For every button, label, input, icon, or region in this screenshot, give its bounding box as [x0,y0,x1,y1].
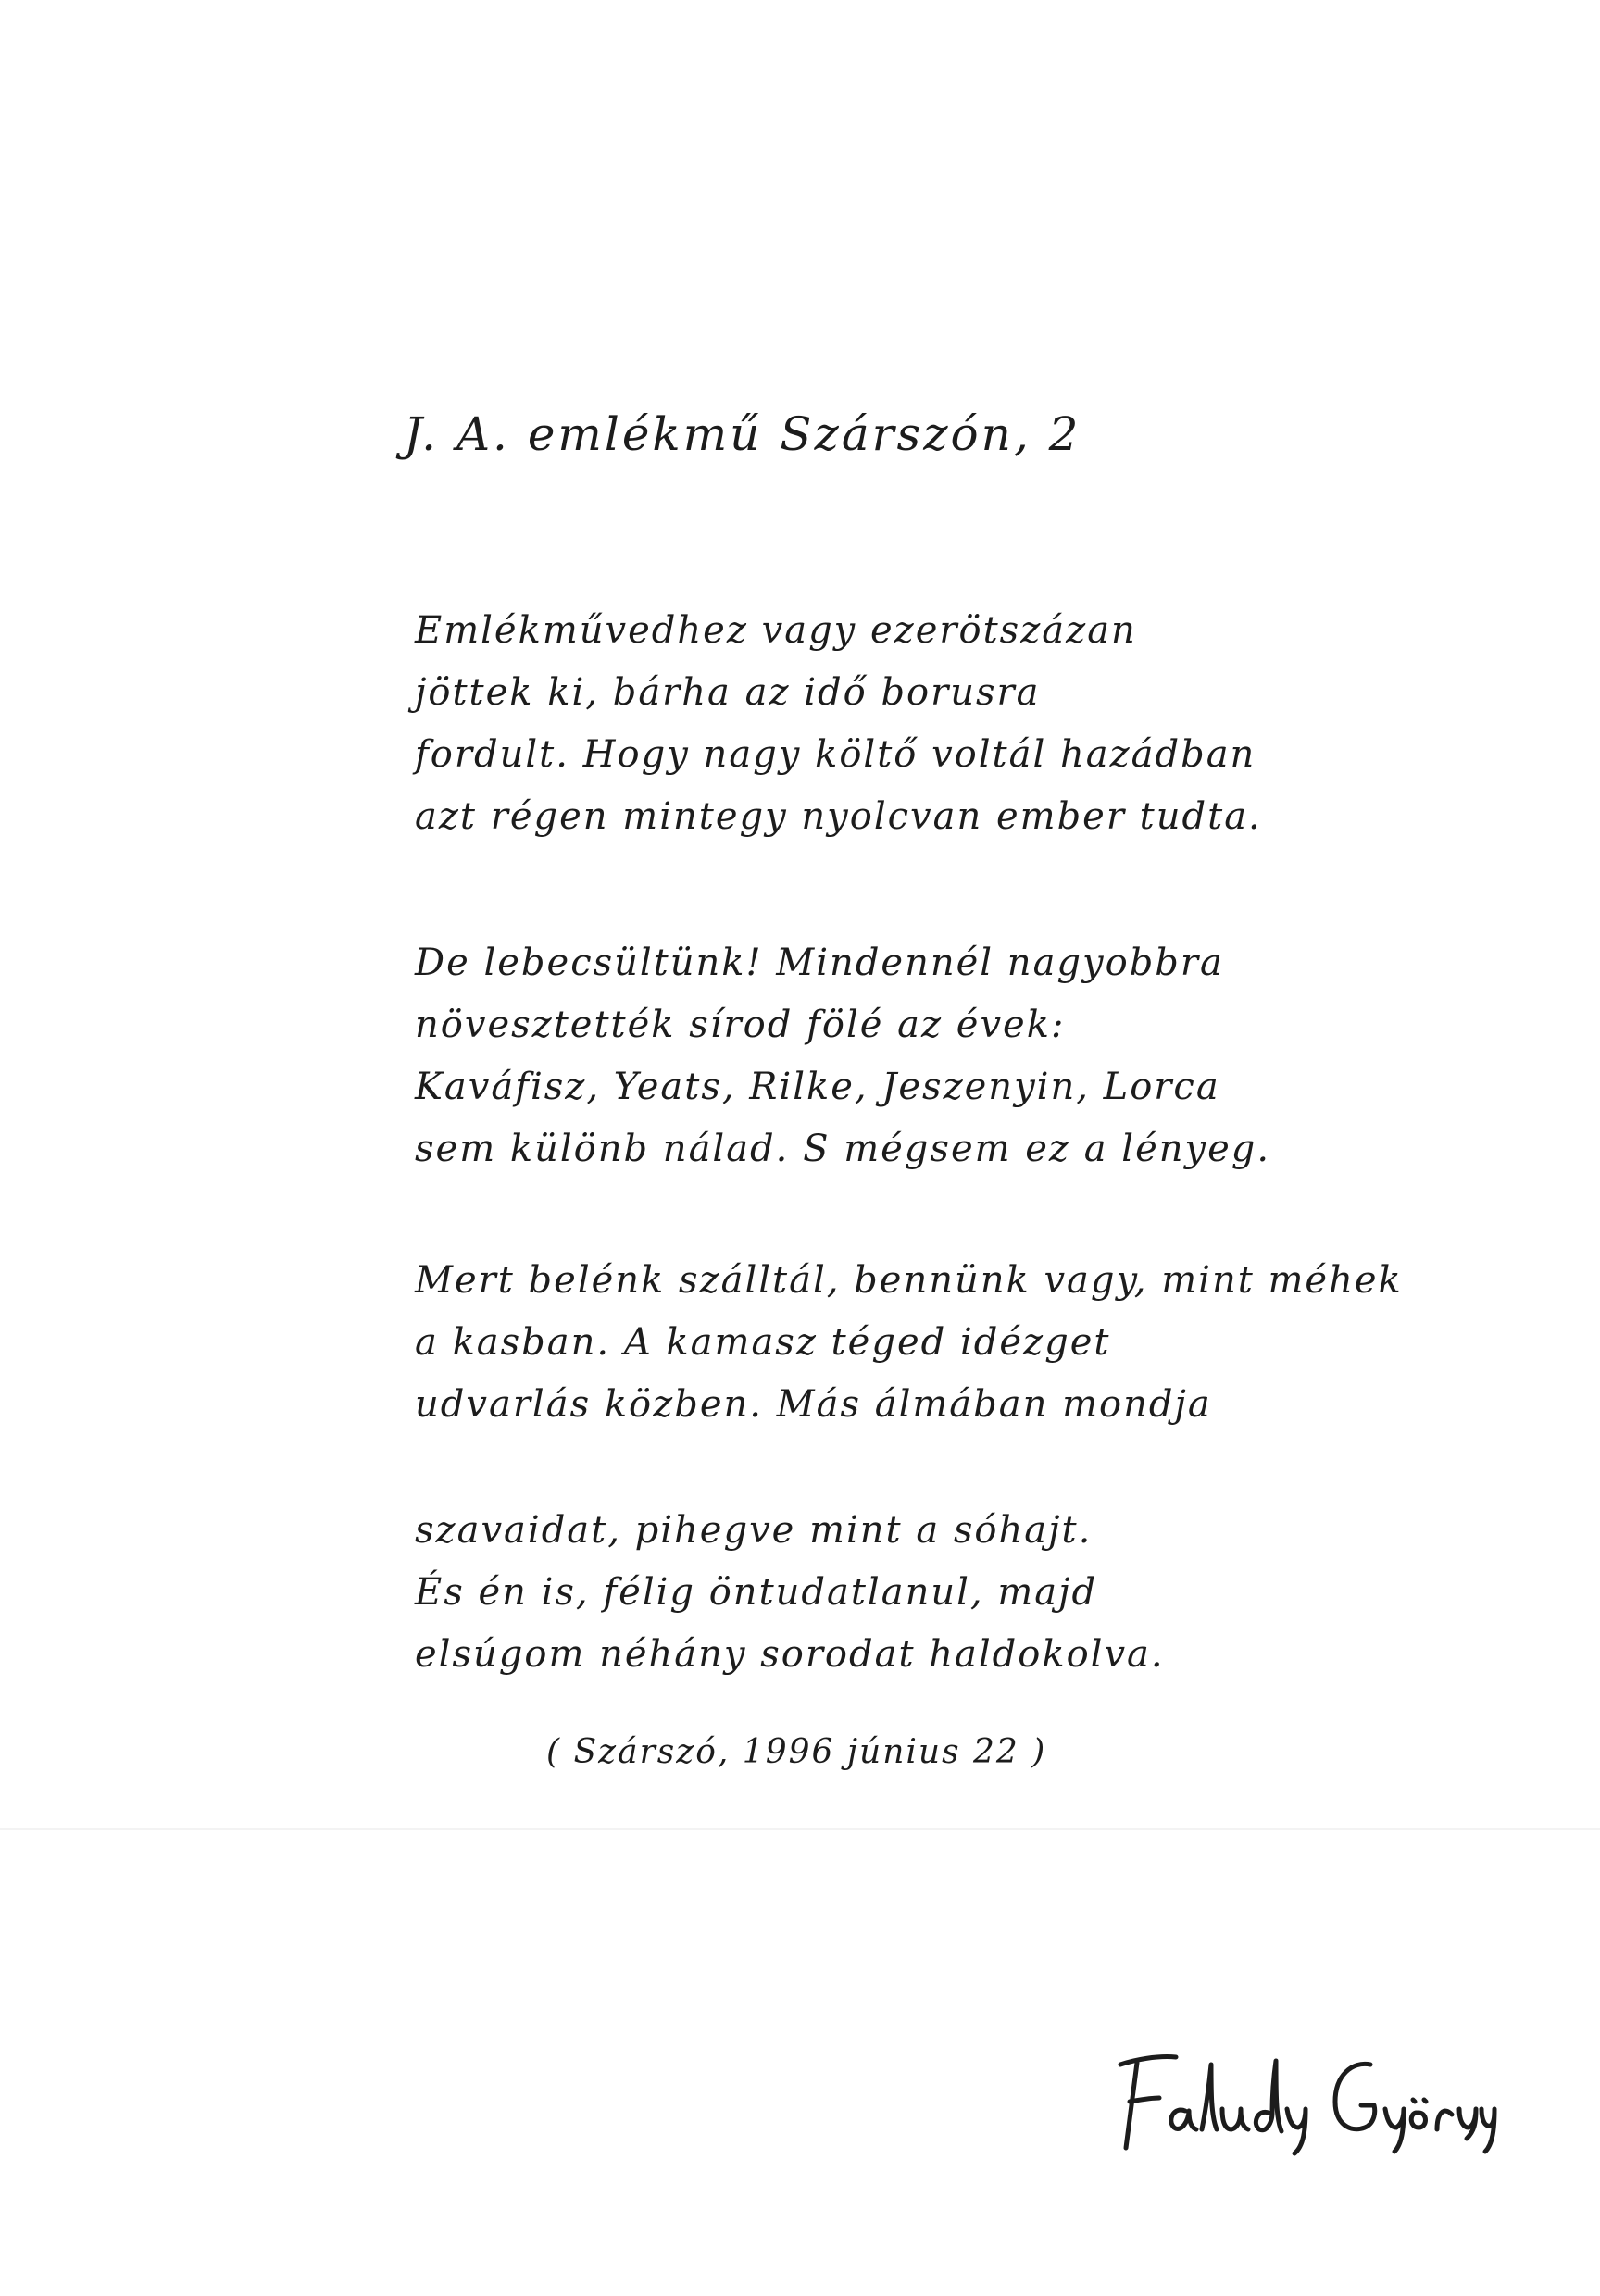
poem-line: fordult. Hogy nagy költő voltál hazádban [415,733,1256,776]
poem-line: jöttek ki, bárha az idő borusra [415,671,1041,714]
poem-line: sem különb nálad. S mégsem ez a lényeg. [415,1128,1271,1170]
poem-line: De lebecsültünk! Mindennél nagyobbra [415,942,1224,984]
poem-line: udvarlás közben. Más álmában mondja [415,1383,1212,1426]
poem-dateline: ( Szárszó, 1996 június 22 ) [546,1733,1047,1771]
poem-line: Emlékművedhez vagy ezerötszázan [415,609,1137,652]
poem-line: elsúgom néhány sorodat haldokolva. [415,1633,1165,1676]
stanza-1 [415,600,1262,848]
poem-line: Kaváfisz, Yeats, Rilke, Jeszenyin, Lorca [415,1066,1220,1108]
poem-line: Mert belénk szálltál, bennünk vagy, mint méhek [415,1259,1403,1302]
stanza-2 [415,932,1270,1180]
signature-icon [1093,2028,1500,2157]
poem-line: És én is, félig öntudatlanul, majd [415,1571,1098,1614]
scan-edge-divider [0,1828,1600,1830]
stanza-3 [415,1250,1403,1436]
poem-line: növesztették sírod fölé az évek: [415,1004,1066,1046]
poem-title: J. A. emlékmű Szárszón, 2 [404,407,1081,461]
stanza-4 [415,1500,1165,1686]
poem-line: a kasban. A kamasz téged idézget [415,1321,1111,1364]
handwritten-signature [1093,2028,1500,2157]
poem-line: szavaidat, pihegve mint a sóhajt. [415,1509,1093,1552]
poem-line: azt régen mintegy nyolcvan ember tudta. [415,795,1262,838]
